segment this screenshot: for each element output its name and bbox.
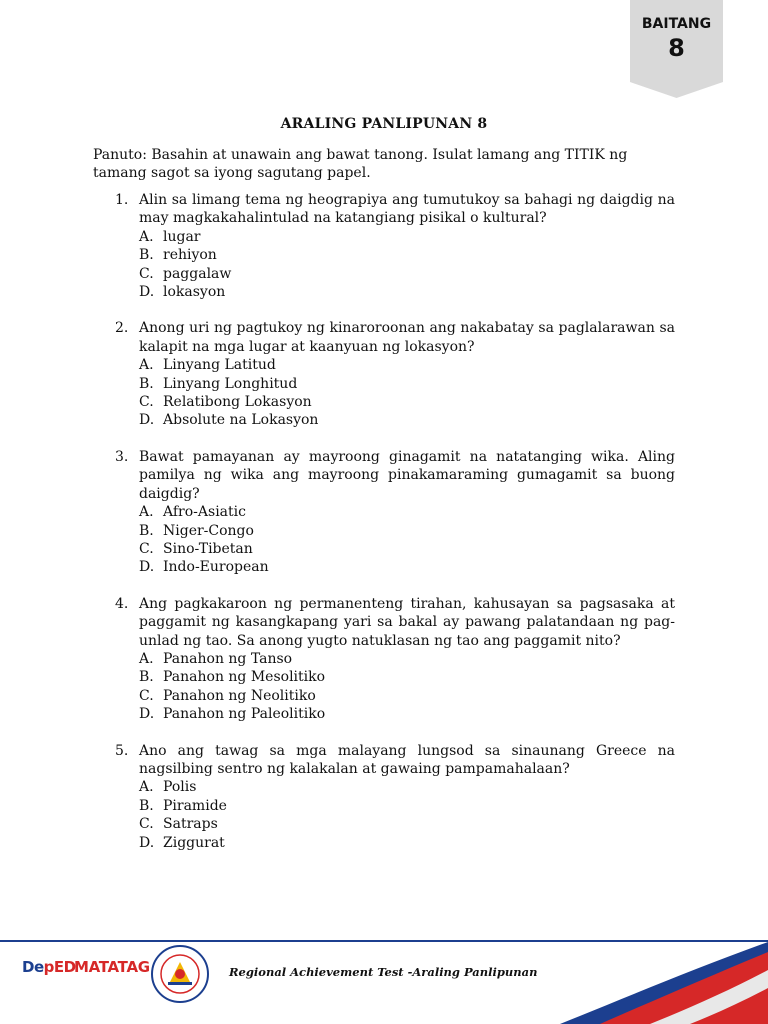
deped-logo-part1: De [22, 958, 44, 976]
choice-letter: D. [139, 559, 155, 576]
choice-letter: D. [139, 412, 155, 429]
choice-letter: B. [139, 375, 154, 392]
choice-letter: A. [139, 504, 154, 521]
choice-text: Panahon ng Tanso [163, 650, 293, 667]
question-number: 3. [115, 448, 129, 465]
question-list [93, 191, 675, 870]
choice-letter: B. [139, 669, 154, 686]
question-number: 1. [115, 192, 129, 208]
choice-text: Ziggurat [163, 834, 225, 851]
choice-text: Absolute na Lokasyon [163, 412, 319, 429]
choice-text: paggalaw [163, 265, 232, 282]
choice-letter: D. [139, 834, 155, 851]
choice-d [139, 705, 675, 723]
choice-letter: B. [139, 247, 154, 264]
footer-caption: Regional Achievement Test -Araling Panlipunan [229, 965, 538, 979]
choice-a [139, 778, 675, 796]
choice-text: lokasyon [163, 284, 226, 301]
choice-text: rehiyon [163, 247, 217, 264]
choice-c [139, 815, 675, 833]
question-1 [93, 191, 675, 301]
choice-letter: C. [139, 394, 154, 411]
question-number: 5. [115, 742, 129, 759]
choice-text: Piramide [163, 797, 227, 814]
choice-b [139, 375, 675, 393]
choice-text: Linyang Longhitud [163, 375, 298, 392]
choice-d [139, 283, 675, 301]
grade-label: BAITANG [641, 16, 712, 32]
choice-letter: C. [139, 265, 154, 282]
choice-b [139, 246, 675, 264]
deped-logo [22, 958, 76, 976]
question-text: Alin sa limang tema ng heograpiya ang tumutukoy sa bahagi ng daigdig na may magkakahalintulad na katangiang pisikal o kultural? [139, 192, 675, 227]
choice-text: Satraps [163, 816, 218, 833]
choice-letter: C. [139, 540, 154, 557]
matatag-logo: MATATAG [74, 958, 150, 976]
question-2 [93, 319, 675, 429]
choice-d [139, 411, 675, 429]
question-text: Anong uri ng pagtukoy ng kinaroroonan ang nakabatay sa paglalarawan sa kalapit na mga lugar at kaanyuan ng lokasyon? [139, 320, 675, 355]
choice-d [139, 558, 675, 576]
choice-letter: C. [139, 816, 154, 833]
page-title: ARALING PANLIPUNAN 8 [280, 116, 488, 132]
choice-letter: D. [139, 284, 155, 301]
choice-letter: C. [139, 687, 154, 704]
choice-text: Sino-Tibetan [163, 540, 253, 557]
question-text: Ano ang tawag sa mga malayang lungsod sa sinaunang Greece na nagsilbing sentro ng kalakalan at gawaing pampamahalaan? [139, 742, 675, 777]
choice-c [139, 393, 675, 411]
choice-a [139, 228, 675, 246]
question-5 [93, 742, 675, 852]
choice-text: Polis [163, 779, 197, 796]
choice-text: Panahon ng Mesolitiko [163, 669, 326, 686]
choice-a [139, 503, 675, 521]
choice-b [139, 797, 675, 815]
grade-tab [630, 0, 723, 98]
choice-c [139, 687, 675, 705]
choice-text: Panahon ng Neolitiko [163, 687, 316, 704]
grade-number: 8 [668, 34, 685, 62]
choice-letter: B. [139, 522, 154, 539]
choice-text: Relatibong Lokasyon [163, 394, 312, 411]
instructions: Panuto: Basahin at unawain ang bawat tanong. Isulat lamang ang TITIK ng tamang sagot sa iyong sagutang papel. [93, 147, 628, 181]
question-text: Ang pagkakaroon ng permanenteng tirahan, kahusayan sa pagsasaka at paggamit ng kasangkapang yari sa bakal ay pawang palatandaan ng pag-unlad ng tao. Sa anong yugto natuklasan ng tao ang paggamit nito? [139, 595, 675, 649]
choice-c [139, 265, 675, 283]
choice-letter: D. [139, 706, 155, 723]
question-text: Bawat pamayanan ay mayroong ginagamit na natatanging wika. Aling pamilya ng wika ang mayroong pinakamaraming gumagamit sa buong daigdig? [139, 448, 675, 502]
choice-d [139, 834, 675, 852]
choice-a [139, 650, 675, 668]
choice-letter: A. [139, 650, 154, 667]
choice-letter: B. [139, 797, 154, 814]
choice-a [139, 356, 675, 374]
choice-letter: A. [139, 228, 154, 245]
deped-region-seal-icon [150, 944, 210, 1004]
choice-b [139, 668, 675, 686]
choice-b [139, 522, 675, 540]
choice-letter: A. [139, 357, 154, 374]
choice-text: Indo-European [163, 559, 269, 576]
question-3 [93, 448, 675, 577]
choice-text: lugar [163, 228, 201, 245]
choice-text: Niger-Congo [163, 522, 254, 539]
choice-text: Panahon ng Paleolitiko [163, 706, 326, 723]
choice-letter: A. [139, 779, 154, 796]
choice-text: Linyang Latitud [163, 357, 276, 374]
question-number: 2. [115, 320, 129, 337]
question-number: 4. [115, 595, 129, 612]
choice-c [139, 540, 675, 558]
choice-text: Afro-Asiatic [163, 504, 246, 521]
question-4 [93, 595, 675, 724]
deped-logo-part2: pED [43, 958, 76, 976]
